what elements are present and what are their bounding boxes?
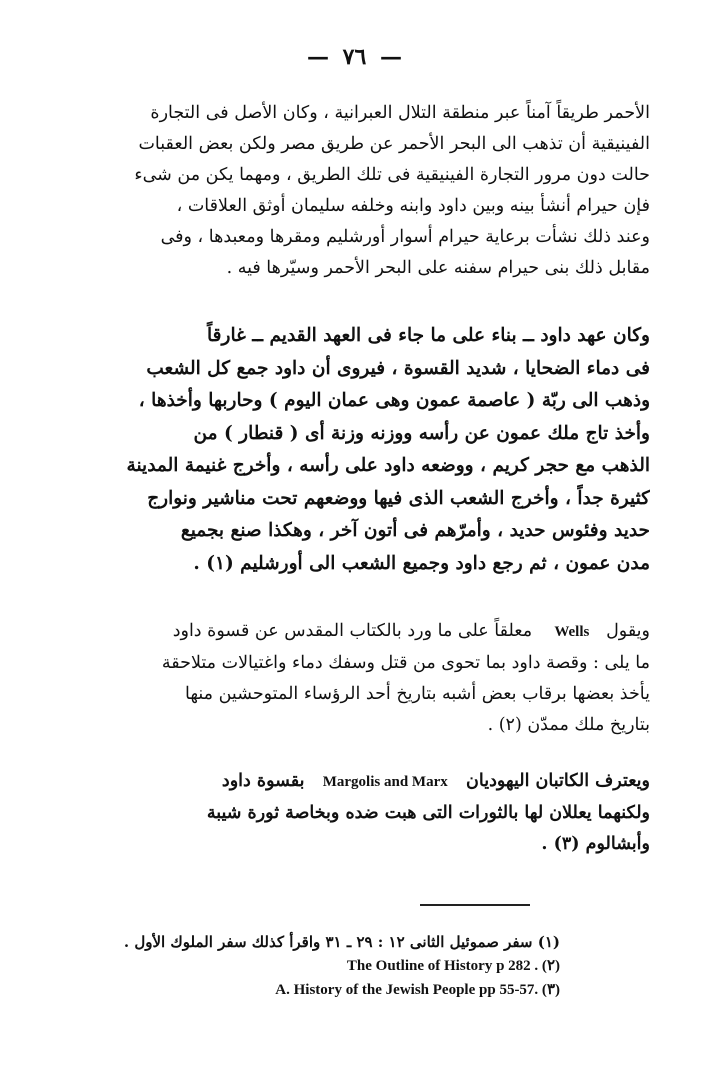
paragraph-text: معلقاً على ما ورد بالكتاب المقدس عن قسوة داود	[172, 621, 533, 641]
paragraph-line: وعند ذلك نشأت برعاية حيرام أسوار أورشليم ومقرها ومعبدها ، وفى	[160, 227, 650, 247]
paragraph-3	[38, 616, 650, 741]
paragraph-line: مقابل ذلك بنى حيرام سفنه على البحر الأحمر وسيّرها فيه .	[226, 258, 650, 278]
paragraph-line: بتاريخ ملك ممدّن (٢) .	[487, 715, 650, 735]
paragraph-line: وكان عهد داود ــ بناء على ما جاء فى العهد القديم ــ غارقاً	[207, 325, 650, 346]
paragraph-line: مدن عمون ، ثم رجع داود وجميع الشعب الى أورشليم (١) .	[193, 552, 650, 574]
page-number-dash-left: —	[307, 44, 329, 70]
author-names: Margolis and Marx	[322, 774, 448, 790]
paragraph-line: كثيرة جداً ، وأخرج الشعب الذى فيها ووضعهم تحت مناشير ونوارج	[147, 487, 650, 509]
paragraph-line: يأخذ بعضها برقاب بعض أشبه بتاريخ أحد الرؤساء المتوحشين منها	[184, 684, 650, 704]
page-number	[0, 44, 709, 70]
paragraph-line: فإن حيرام أنشأ بينه وبين داود وابنه وخلفه سليمان أوثق العلاقات ،	[176, 196, 650, 216]
footnote-1: (١) سفر صموئيل الثانى ١٢ : ٢٩ ـ ٣١ واقرأ كذلك سفر الملوك الأول .	[123, 933, 560, 951]
paragraph-2	[38, 320, 650, 580]
paragraph-line: حالت دون مرور التجارة الفينيقية فى تلك الطريق ، ومهما يكن من شىء	[134, 165, 650, 185]
paragraph-text: ويعترف الكاتبان اليهوديان	[466, 771, 650, 791]
paragraph-line-with-citation	[38, 766, 650, 798]
paragraph-line-with-citation	[38, 616, 650, 648]
page-number-dash-right: —	[379, 44, 402, 70]
paragraph-line: الذهب مع حجر كريم ، ووضعه داود على رأسه ، وأخرج غنيمة المدينة	[126, 455, 650, 476]
paragraph-line: الأحمر طريقاً آمناً عبر منطقة التلال العبرانية ، وكان الأصل فى التجارة	[150, 103, 650, 123]
paragraph-4	[38, 766, 650, 860]
paragraph-line: وأبشالوم (٣) .	[541, 834, 650, 854]
page-number-value: ٧٦	[342, 44, 367, 70]
paragraph-line: وذهب الى ربّة ( عاصمة عمون وهى عمان اليوم ) وحاربها وأخذها ،	[138, 390, 650, 411]
paragraph-line: ولكنهما يعللان لها بالثورات التى هبت ضده وبخاصة ثورة شيبة	[206, 803, 650, 823]
footnotes	[123, 930, 560, 1002]
footnote-2: The Outline of History p 282 . (٢)	[346, 958, 560, 974]
paragraph-line: الفينيقية أن تذهب الى البحر الأحمر عن طريق مصر ولكن بعض العقبات	[138, 134, 650, 154]
paragraph-text: بقسوة داود	[221, 771, 305, 791]
paragraph-line: حديد وفئوس حديد ، وأمرّهم فى أتون آخر ، وهكذا صنع بجميع	[180, 520, 650, 541]
paragraph-line: فى دماء الضحايا ، شديد القسوة ، فيروى أن داود جمع كل الشعب	[146, 357, 650, 379]
paragraph-1	[38, 98, 650, 284]
footnote-separator	[420, 904, 530, 906]
author-name: Wells	[554, 624, 590, 640]
paragraph-line: وأخذ تاج ملك عمون عن رأسه ووزنه وزنة أى ( قنطار ) من	[193, 422, 650, 444]
paragraph-text: ويقول	[606, 621, 650, 641]
footnote-3: A. History of the Jewish People pp 55-57. (٣)	[275, 982, 560, 998]
paragraph-line: ما يلى : وقصة داود بما تحوى من قتل وسفك دماء واغتيالات متلاحقة	[161, 653, 650, 673]
